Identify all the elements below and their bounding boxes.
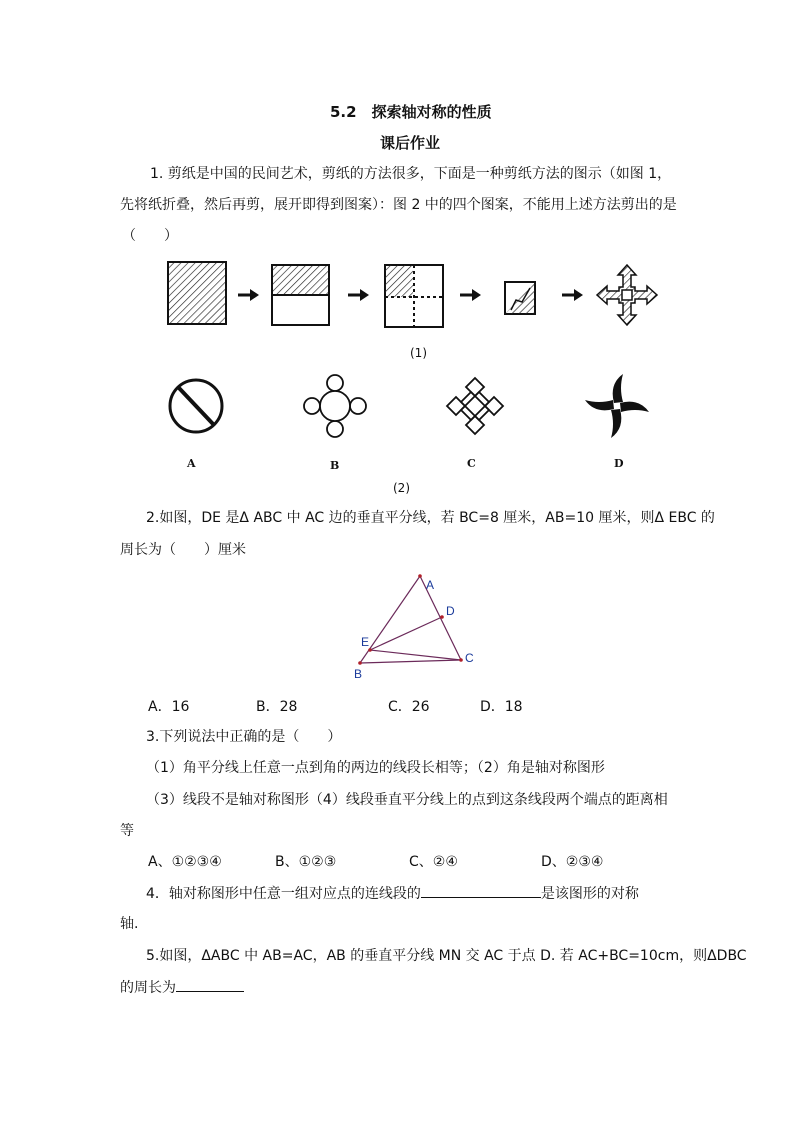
- option-a-circle-slash-figure: [170, 380, 222, 432]
- q2-option-b: B．28: [256, 699, 298, 715]
- figure-1-caption: (1): [410, 346, 427, 360]
- figure-2-caption: (2): [393, 481, 410, 495]
- option-b-label: B: [330, 459, 340, 472]
- point-d-label: D: [446, 604, 455, 618]
- option-d-label: D: [614, 457, 624, 470]
- q5-text-before-blank: 的周长为: [120, 980, 176, 996]
- figure-1-folding-steps: [160, 255, 660, 335]
- q1-line3: （ ）: [122, 228, 178, 244]
- q2-triangle-figure: [350, 570, 480, 685]
- point-c-label: C: [465, 651, 474, 665]
- option-a-label: A: [187, 457, 196, 470]
- arrow-right-icon: [238, 289, 259, 301]
- q3-option-b: B、①②③: [275, 854, 337, 870]
- q2-option-a: A．16: [148, 699, 190, 715]
- arrow-right-icon: [348, 289, 369, 301]
- q5-line1: 5.如图，ΔABC 中 AB=AC，AB 的垂直平分线 MN 交 AC 于点 D. 若 AC+BC=10cm，则ΔDBC: [146, 948, 747, 964]
- q2-option-d: D．18: [480, 699, 523, 715]
- option-b-four-circles-figure: [304, 375, 366, 437]
- option-c-label: C: [467, 457, 476, 470]
- paper-folded-quarter-step3: [385, 265, 443, 327]
- figure-2-options: [160, 368, 660, 448]
- point-b-label: B: [354, 667, 363, 681]
- q1-line1: 1. 剪纸是中国的民间艺术，剪纸的方法很多，下面是一种剪纸方法的图示（如图 1，: [150, 166, 672, 182]
- q3-line2: （1）角平分线上任意一点到角的两边的线段长相等；（2）角是轴对称图形: [146, 760, 605, 776]
- q4-line1: [146, 883, 639, 904]
- q3-option-a: A、①②③④: [148, 854, 222, 870]
- q4-text-before-blank: 4．轴对称图形中任意一组对应点的连线段的: [146, 886, 421, 902]
- q3-line3: （3）线段不是轴对称图形（4）线段垂直平分线上的点到这条线段两个端点的距离相: [146, 792, 668, 808]
- option-c-knot-figure: [447, 378, 503, 434]
- option-d-swirl-figure: [585, 374, 649, 438]
- q4-text-after-blank: 是该图形的对称: [540, 886, 639, 902]
- arrow-right-icon: [460, 289, 481, 301]
- q3-option-c: C、②④: [409, 854, 458, 870]
- q4-answer-blank[interactable]: [421, 883, 541, 898]
- paper-unfolded-pattern-step5: [597, 265, 657, 325]
- q3-line4: 等: [120, 823, 134, 839]
- q2-option-c: C．26: [388, 699, 430, 715]
- paper-folded-half-step2: [272, 265, 329, 325]
- page-subtitle: 课后作业: [380, 134, 441, 152]
- q2-line1: 2.如图，DE 是Δ ABC 中 AC 边的垂直平分线，若 BC=8 厘米，AB=10 厘米，则Δ EBC 的: [146, 510, 715, 526]
- page-title: 5.2 探索轴对称的性质: [330, 103, 492, 121]
- arrow-right-icon: [562, 289, 583, 301]
- paper-square-step1: [168, 262, 226, 324]
- point-a-label: A: [426, 578, 435, 592]
- point-e-label: E: [361, 635, 370, 649]
- q5-line2: [120, 977, 244, 998]
- q4-line2: 轴.: [120, 916, 139, 932]
- q3-option-d: D、②③④: [541, 854, 604, 870]
- q3-line1: 3.下列说法中正确的是（ ）: [146, 729, 342, 745]
- q1-line2: 先将纸折叠，然后再剪，展开即得到图案）：图 2 中的四个图案，不能用上述方法剪出的是: [120, 197, 677, 213]
- paper-cut-step4: [505, 282, 535, 314]
- q2-line2: 周长为（ ）厘米: [120, 542, 246, 558]
- q5-answer-blank[interactable]: [176, 977, 244, 992]
